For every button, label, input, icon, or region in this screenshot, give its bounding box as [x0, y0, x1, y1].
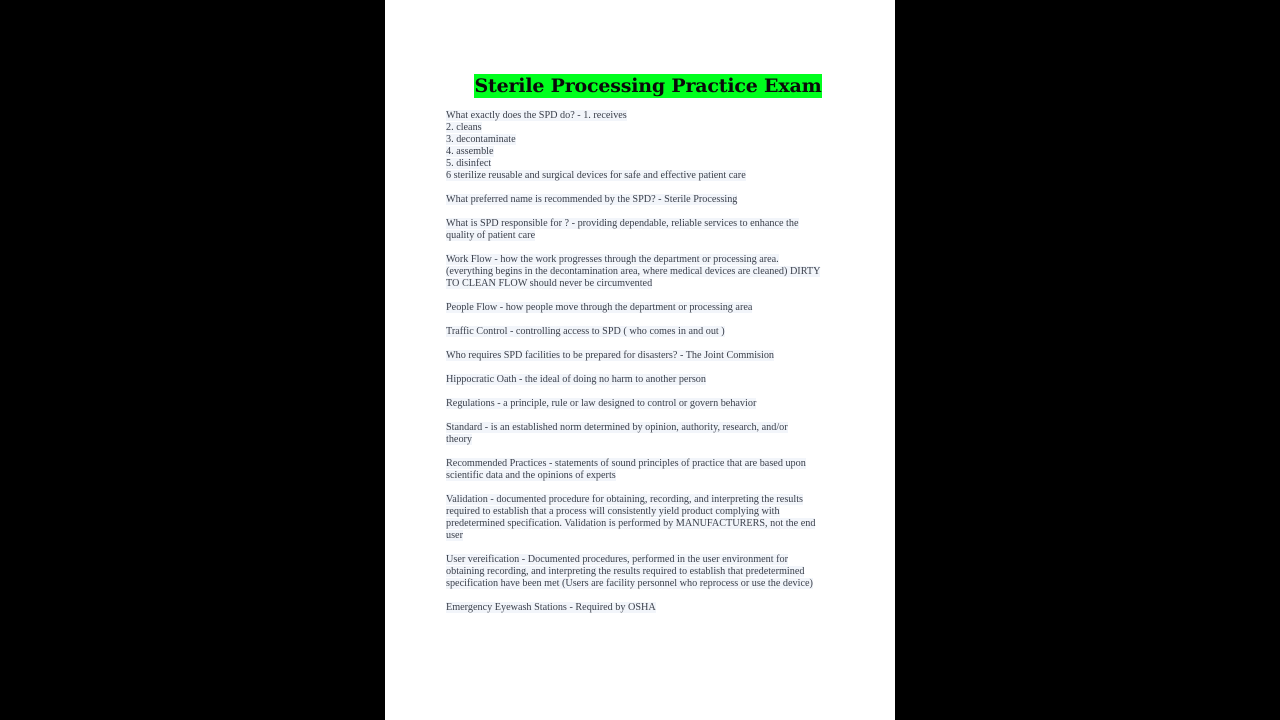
text-line — [446, 266, 866, 278]
qa-entry — [446, 194, 866, 206]
text-line — [446, 458, 866, 470]
text-line-content: TO CLEAN FLOW should never be circumvented — [446, 278, 653, 289]
qa-entry — [446, 422, 866, 446]
qa-entry — [446, 374, 866, 386]
page-title: Sterile Processing Practice Exam — [474, 75, 822, 97]
text-line-content: Who requires SPD facilities to be prepared for disasters? - The Joint Commision — [446, 350, 775, 361]
text-line — [446, 302, 866, 314]
document-page — [385, 0, 895, 720]
text-line-content: (everything begins in the decontamination area, where medical devices are cleaned) DIRTY — [446, 266, 821, 277]
text-line-content: Standard - is an established norm determined by opinion, authority, research, and/or — [446, 422, 788, 433]
text-line-content: Validation - documented procedure for obtaining, recording, and interpreting the results — [446, 494, 804, 505]
text-line-content: What is SPD responsible for ? - providing dependable, reliable services to enhance the — [446, 218, 799, 229]
text-line-content: What preferred name is recommended by the SPD? - Sterile Processing — [446, 194, 738, 205]
qa-entry — [446, 110, 866, 182]
qa-entry — [446, 554, 866, 590]
text-line-content: What exactly does the SPD do? - 1. receives — [446, 110, 627, 121]
text-line-content: theory — [446, 434, 473, 445]
text-line — [446, 518, 866, 530]
qa-entry — [446, 350, 866, 362]
text-line-content: scientific data and the opinions of experts — [446, 470, 616, 481]
text-line-content: User vereification - Documented procedures, performed in the user environment for — [446, 554, 788, 565]
text-line — [446, 278, 866, 290]
text-line — [446, 218, 866, 230]
text-line — [446, 146, 866, 158]
qa-entry — [446, 302, 866, 314]
text-line-content: predetermined specification. Validation is performed by MANUFACTURERS, not the end — [446, 518, 816, 529]
text-line-content: Traffic Control - controlling access to SPD ( who comes in and out ) — [446, 326, 725, 337]
text-line — [446, 398, 866, 410]
text-line — [446, 326, 866, 338]
title-container — [385, 74, 895, 98]
text-line-content: required to establish that a process will consistently yield product complying with — [446, 506, 780, 517]
text-line-content: 5. disinfect — [446, 158, 492, 169]
text-line — [446, 230, 866, 242]
text-line-content: user — [446, 530, 463, 541]
text-line — [446, 350, 866, 362]
text-line — [446, 122, 866, 134]
text-line — [446, 434, 866, 446]
text-line — [446, 254, 866, 266]
text-line — [446, 134, 866, 146]
text-line — [446, 602, 866, 614]
text-line — [446, 554, 866, 566]
qa-entry — [446, 494, 866, 542]
text-line-content: 4. assemble — [446, 146, 494, 157]
text-line — [446, 578, 866, 590]
qa-entry — [446, 254, 866, 290]
qa-entry — [446, 602, 866, 614]
qa-entry — [446, 398, 866, 410]
text-line — [446, 170, 866, 182]
text-line-content: Emergency Eyewash Stations - Required by OSHA — [446, 602, 656, 613]
text-line — [446, 110, 866, 122]
qa-entry — [446, 326, 866, 338]
document-body — [446, 110, 866, 626]
text-line-content: specification have been met (Users are facility personnel who reprocess or use the device) — [446, 578, 813, 589]
text-line-content: 6 sterilize reusable and surgical devices for safe and effective patient care — [446, 170, 746, 181]
text-line-content: People Flow - how people move through the department or processing area — [446, 302, 753, 313]
qa-entry — [446, 458, 866, 482]
text-line-content: Recommended Practices - statements of sound principles of practice that are based upon — [446, 458, 806, 469]
text-line — [446, 194, 866, 206]
text-line-content: obtaining recording, and interpreting the results required to establish that predetermined — [446, 566, 805, 577]
text-line — [446, 470, 866, 482]
text-line-content: quality of patient care — [446, 230, 536, 241]
text-line — [446, 374, 866, 386]
text-line — [446, 530, 866, 542]
text-line-content: Work Flow - how the work progresses through the department or processing area. — [446, 254, 779, 265]
text-line — [446, 566, 866, 578]
text-line-content: 2. cleans — [446, 122, 482, 133]
text-line — [446, 506, 866, 518]
text-line-content: Hippocratic Oath - the ideal of doing no harm to another person — [446, 374, 706, 385]
text-line-content: Regulations - a principle, rule or law designed to control or govern behavior — [446, 398, 757, 409]
text-line — [446, 422, 866, 434]
text-line — [446, 494, 866, 506]
text-line-content: 3. decontaminate — [446, 134, 516, 145]
text-line — [446, 158, 866, 170]
qa-entry — [446, 218, 866, 242]
